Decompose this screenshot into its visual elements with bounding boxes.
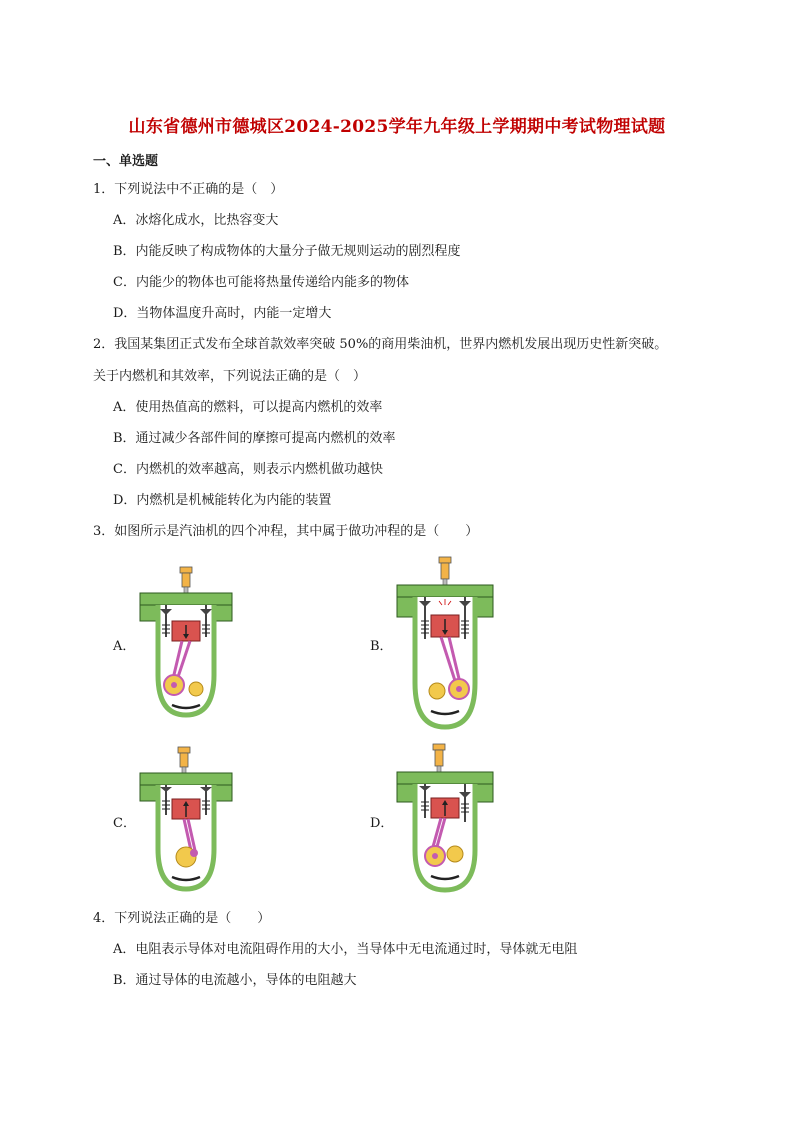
engine-diagram-d [395, 742, 495, 894]
question-2-option-c: C．内燃机的效率越高，则表示内燃机做功越快 [113, 462, 383, 477]
diagram-label-a: A． [113, 639, 136, 654]
question-2-option-a: A．使用热值高的燃料，可以提高内燃机的效率 [113, 400, 383, 415]
diagram-label-d: D． [370, 816, 394, 831]
question-2-stem-line2: 关于内燃机和其效率，下列说法正确的是（ ） [93, 369, 367, 384]
diagram-label-b: B． [370, 639, 393, 654]
question-1-stem: 1．下列说法中不正确的是（ ） [93, 182, 284, 197]
question-2-stem: 2．我国某集团正式发布全球首款效率突破 50%的商用柴油机，世界内燃机发展出现历史性新突破。 [93, 337, 668, 352]
question-2-option-b: B．通过减少各部件间的摩擦可提高内燃机的效率 [113, 431, 396, 446]
section-heading: 一、单选题 [93, 154, 159, 169]
diagram-label-c: C． [113, 816, 136, 831]
page-title: 山东省德州市德城区2024-2025学年九年级上学期期中考试物理试题 [128, 117, 666, 137]
question-3-stem: 3．如图所示是汽油机的四个冲程，其中属于做功冲程的是（ ） [93, 524, 479, 539]
question-1-option-a: A．冰熔化成水，比热容变大 [113, 213, 279, 228]
spark-plug-icon [178, 747, 190, 773]
question-4-option-b: B．通过导体的电流越小，导体的电阻越大 [113, 973, 357, 988]
engine-diagram-c [138, 745, 234, 895]
spark-plug-icon [439, 557, 451, 585]
question-2-option-d: D．内燃机是机械能转化为内能的装置 [113, 493, 332, 508]
question-4-stem: 4．下列说法正确的是（ ） [93, 911, 271, 926]
engine-diagram-a [138, 565, 234, 720]
question-1-option-c: C．内能少的物体也可能将热量传递给内能多的物体 [113, 275, 409, 290]
question-1-option-d: D．当物体温度升高时，内能一定增大 [113, 306, 332, 321]
spark-plug-icon [180, 567, 192, 593]
engine-diagram-b [395, 555, 495, 733]
question-4-option-a: A．电阻表示导体对电流阻碍作用的大小，当导体中无电流通过时，导体就无电阻 [113, 942, 578, 957]
spark-plug-icon [433, 744, 445, 772]
question-1-option-b: B．内能反映了构成物体的大量分子做无规则运动的剧烈程度 [113, 244, 461, 259]
